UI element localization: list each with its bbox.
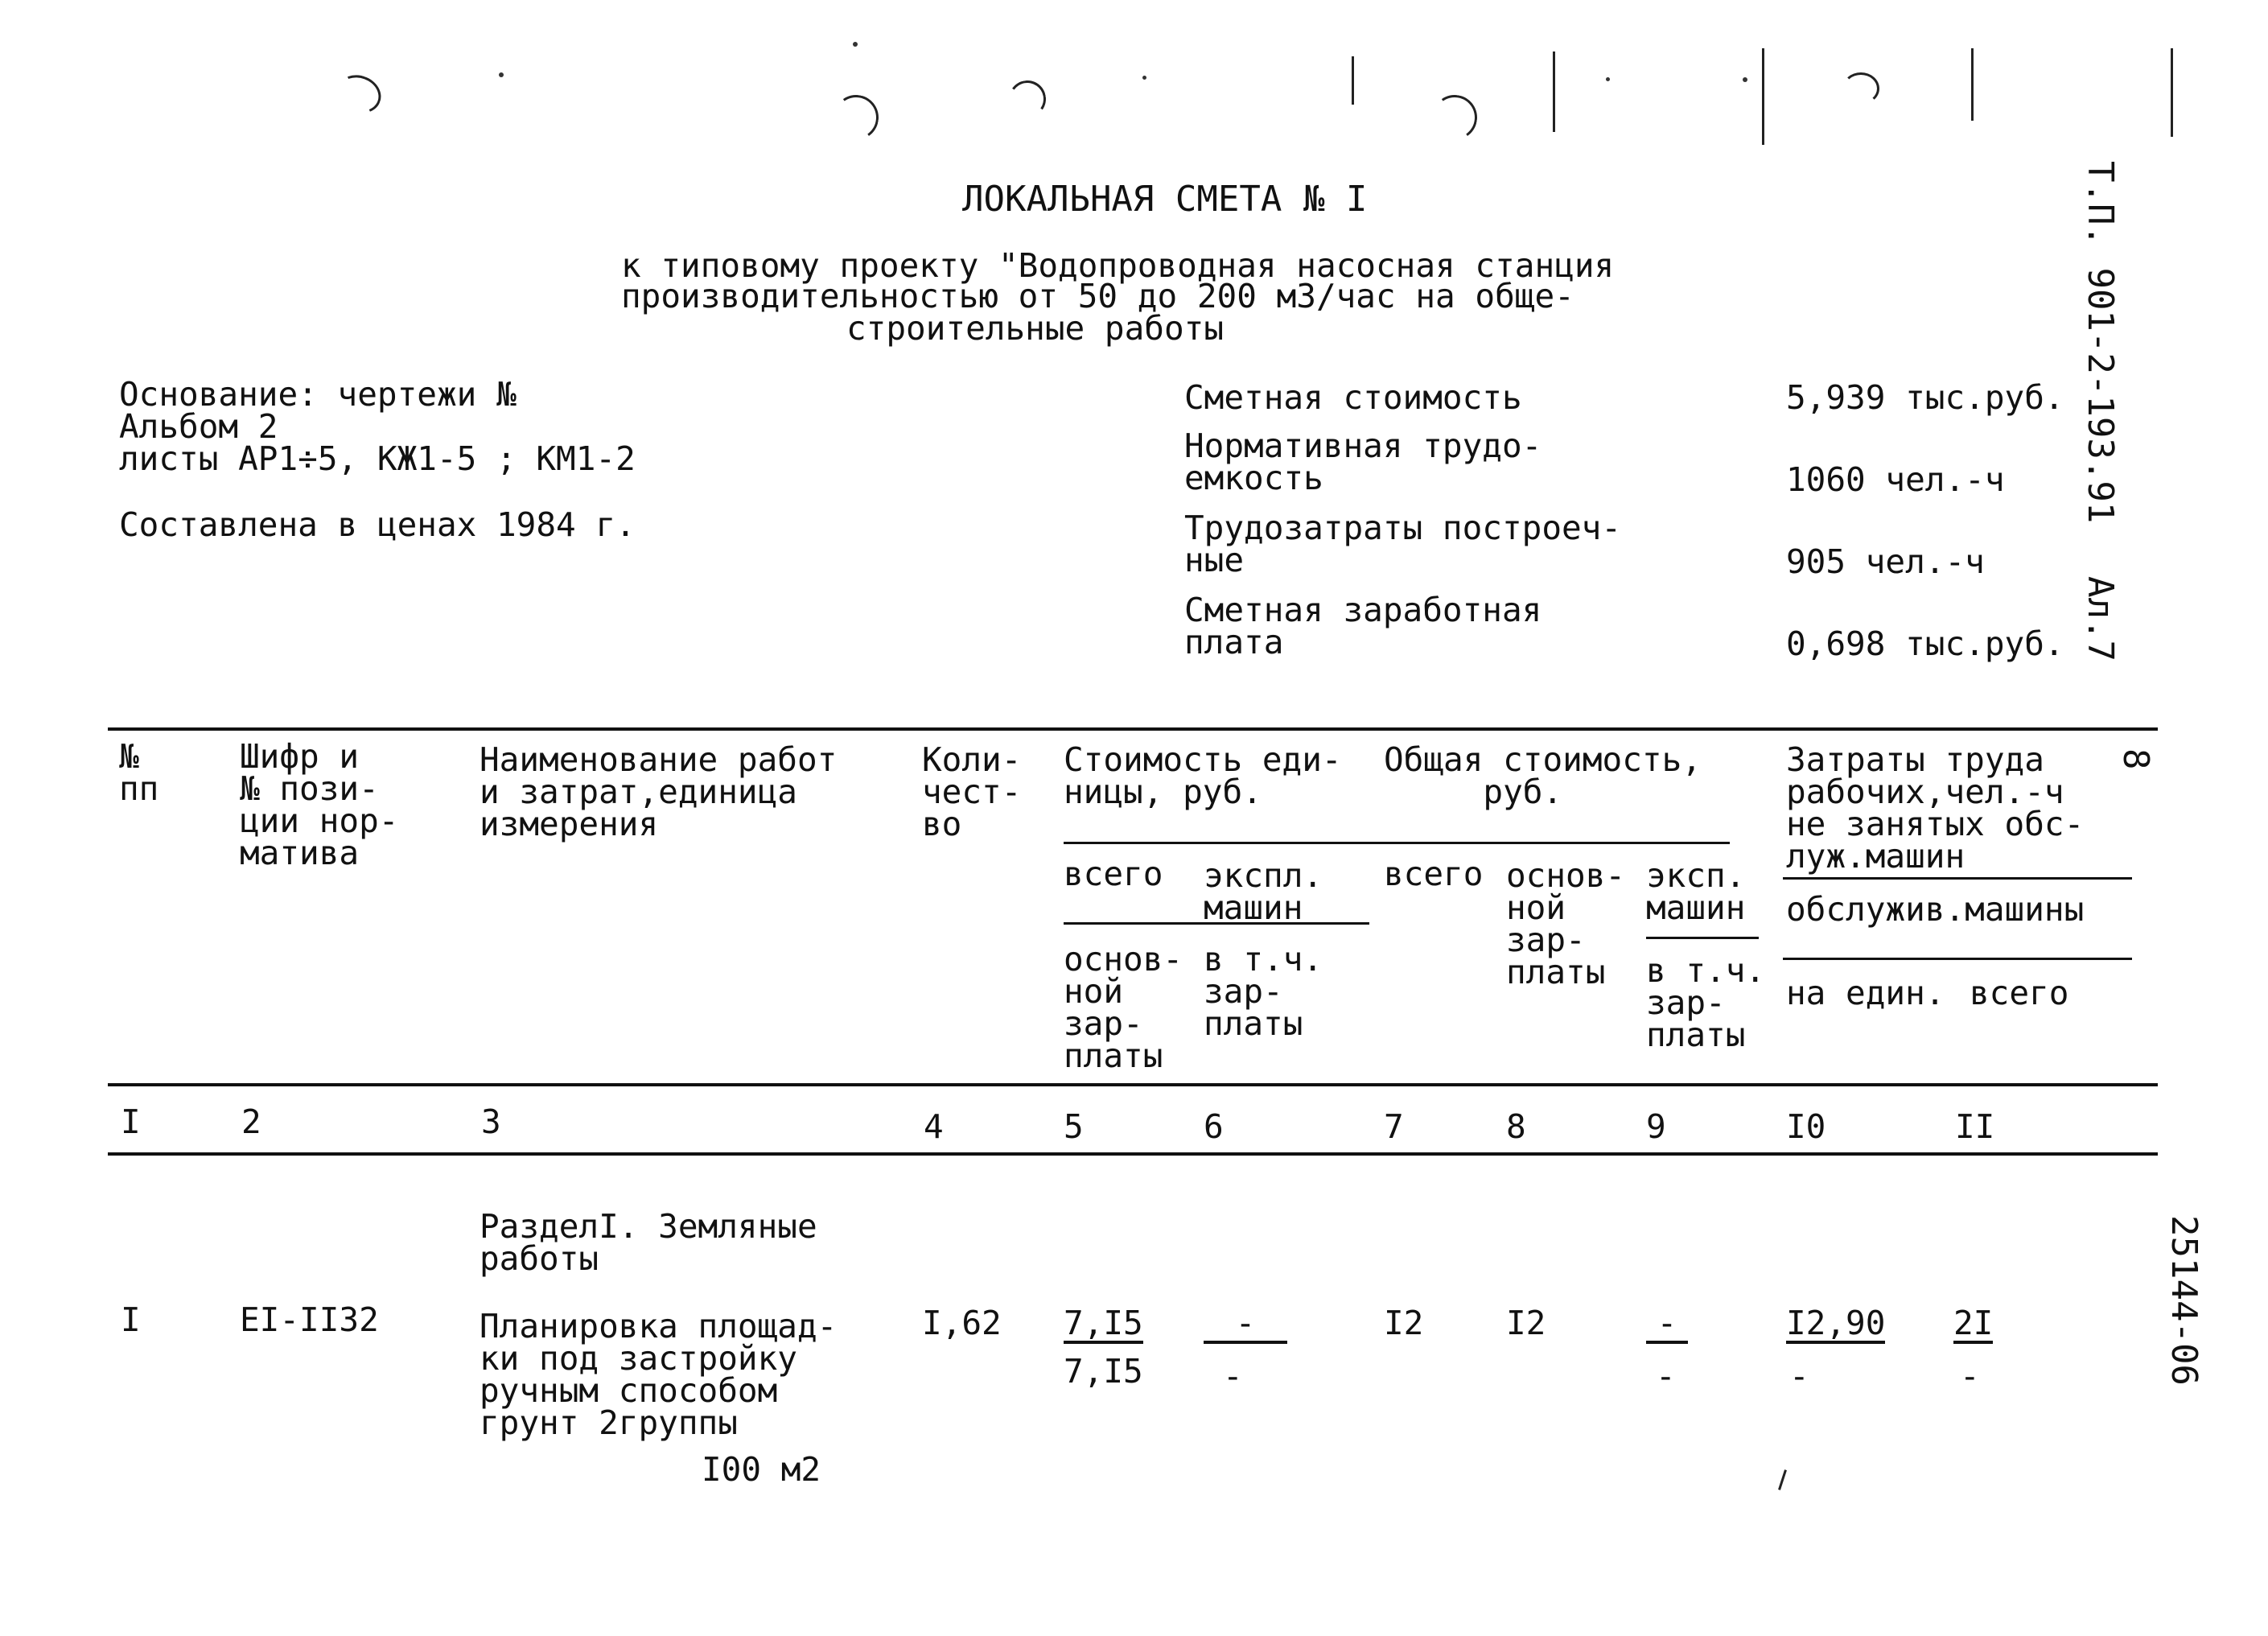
scan-line [1553,52,1555,132]
summary-label-cost: Сметная стоимость [1184,378,1522,417]
scan-mark [1842,72,1879,105]
summary-label-wages: Сметная заработная плата [1184,591,1542,661]
col-number: I [121,1102,141,1141]
row-labor-total: 2I [1953,1304,1994,1342]
header-total-machines: эксп. машин [1646,856,1746,927]
row-number: I [121,1300,141,1339]
labor-rule-2 [1783,958,2132,960]
row-total-machine-wages: - [1656,1357,1676,1395]
header-unit-wages: основ- ной зар- платы [1064,940,1183,1075]
table-top-rule [108,727,2158,731]
scan-mark [830,92,883,144]
header-unit-machines: экспл. машин [1204,856,1323,927]
header-unit-machine-wages: в т.ч. зар- платы [1204,940,1323,1043]
row-unit: I00 м2 [702,1450,821,1489]
basis-drawings: Основание: чертежи № [119,375,517,414]
header-row-number: № пп [119,737,159,808]
header-unit-cost: Стоимость еди- ницы, руб. [1064,740,1342,811]
header-total-machine-wages: в т.ч. зар- платы [1646,951,1766,1054]
row-labor-per-unit-machines: - [1789,1357,1809,1395]
col-number: 2 [241,1102,261,1141]
col-number: 8 [1506,1107,1526,1146]
row-unit-machine-wages: - [1223,1357,1243,1395]
header-total-cost: Общая стоимость, руб. [1384,740,1702,811]
document-title: ЛОКАЛЬНАЯ СМЕТА № I [962,179,1368,220]
header-norm-code: Шифр и № пози- ции нор- матива [240,737,399,872]
album-number: Ал.7 [2080,576,2121,661]
labor-rule-1 [1783,877,2132,880]
row-quantity: I,62 [922,1304,1002,1342]
col-number: 9 [1646,1107,1666,1146]
section-heading: РазделI. Земляные работы [480,1207,817,1278]
header-labor-per-unit: на един. [1786,974,1945,1012]
unit-total-cost-rule [1064,842,1730,844]
scan-line [1352,56,1354,105]
row-total-wages: I2 [1506,1304,1546,1342]
col-number: 6 [1204,1107,1224,1146]
scan-line [1971,48,1974,121]
row-unit-machines: - [1204,1307,1287,1344]
row-unit-wages: 7,I5 [1064,1352,1143,1391]
row-code: ЕI-II32 [240,1300,379,1339]
project-code: Т.П. 901-2-193.91 [2080,161,2121,524]
scan-line [1762,48,1764,145]
row-total-machines: - [1646,1307,1688,1344]
header-unit-total: всего [1064,855,1163,893]
summary-value-cost: 5,939 тыс.руб. [1786,378,2064,417]
header-total-total: всего [1384,855,1484,893]
scan-speck [1743,77,1747,82]
col-number: I0 [1786,1107,1826,1146]
basis-prices: Составлена в ценах 1984 г. [119,505,636,544]
total-mach-sub-rule [1646,937,1759,939]
col-number: 4 [924,1107,944,1146]
scan-speck [1142,76,1146,80]
header-total-wages: основ- ной зар- платы [1506,856,1626,991]
header-labor-underlined: луж.машин [1786,837,1965,876]
row-labor-per-unit: I2,90 [1786,1304,1886,1342]
document-number: 25144-06 [2163,1215,2204,1386]
col-numbers-bottom-rule [108,1152,2158,1156]
scan-mark [1429,92,1481,144]
scan-speck [1606,77,1610,81]
row-labor-total-machines: - [1960,1357,1980,1395]
col-number: 7 [1384,1107,1404,1146]
summary-value-wages: 0,698 тыс.руб. [1786,624,2064,663]
summary-value-site-labor: 905 чел.-ч [1786,542,1985,581]
subtitle-line-2: производительностью от 50 до 200 м3/час на обще- [621,277,1574,315]
header-labor: Затраты труда рабочих,чел.-ч не занятых обс- [1786,740,2085,843]
col-number: 5 [1064,1107,1084,1146]
scan-line [2171,48,2173,137]
col-number: II [1955,1107,1995,1146]
subtitle-line-3: строительные работы [846,309,1224,348]
pencil-mark [1778,1469,1787,1490]
header-labor-machines: обслужив.машины [1786,890,2085,929]
summary-label-site-labor: Трудозатраты построеч- ные [1184,509,1622,579]
row-name: Планировка площад- ки под застройку ручным способом грунт 2группы [480,1307,838,1442]
scan-speck [499,72,504,77]
scan-mark [1006,77,1048,120]
summary-value-norm-labor: 1060 чел.-ч [1786,460,2005,499]
col-number: 3 [481,1102,501,1141]
row-total: I2 [1384,1304,1424,1342]
summary-label-norm-labor: Нормативная трудо- емкость [1184,427,1542,497]
header-quantity: Коли- чест- во [922,740,1022,843]
scan-mark [331,69,386,119]
header-work-name: Наименование работ и затрат,единица измерения [480,740,838,843]
subtitle-line-1: к типовому проекту "Водопроводная насосная станция [621,246,1615,285]
header-bottom-rule [108,1083,2158,1086]
scan-speck [853,42,858,47]
basis-album: Альбом 2 [119,407,278,446]
basis-sheets: листы АР1÷5, КЖ1-5 ; КМ1-2 [119,439,636,478]
row-unit-total: 7,I5 [1064,1304,1143,1342]
page-number: 8 [2115,748,2156,770]
header-labor-total: всего [1970,974,2069,1012]
